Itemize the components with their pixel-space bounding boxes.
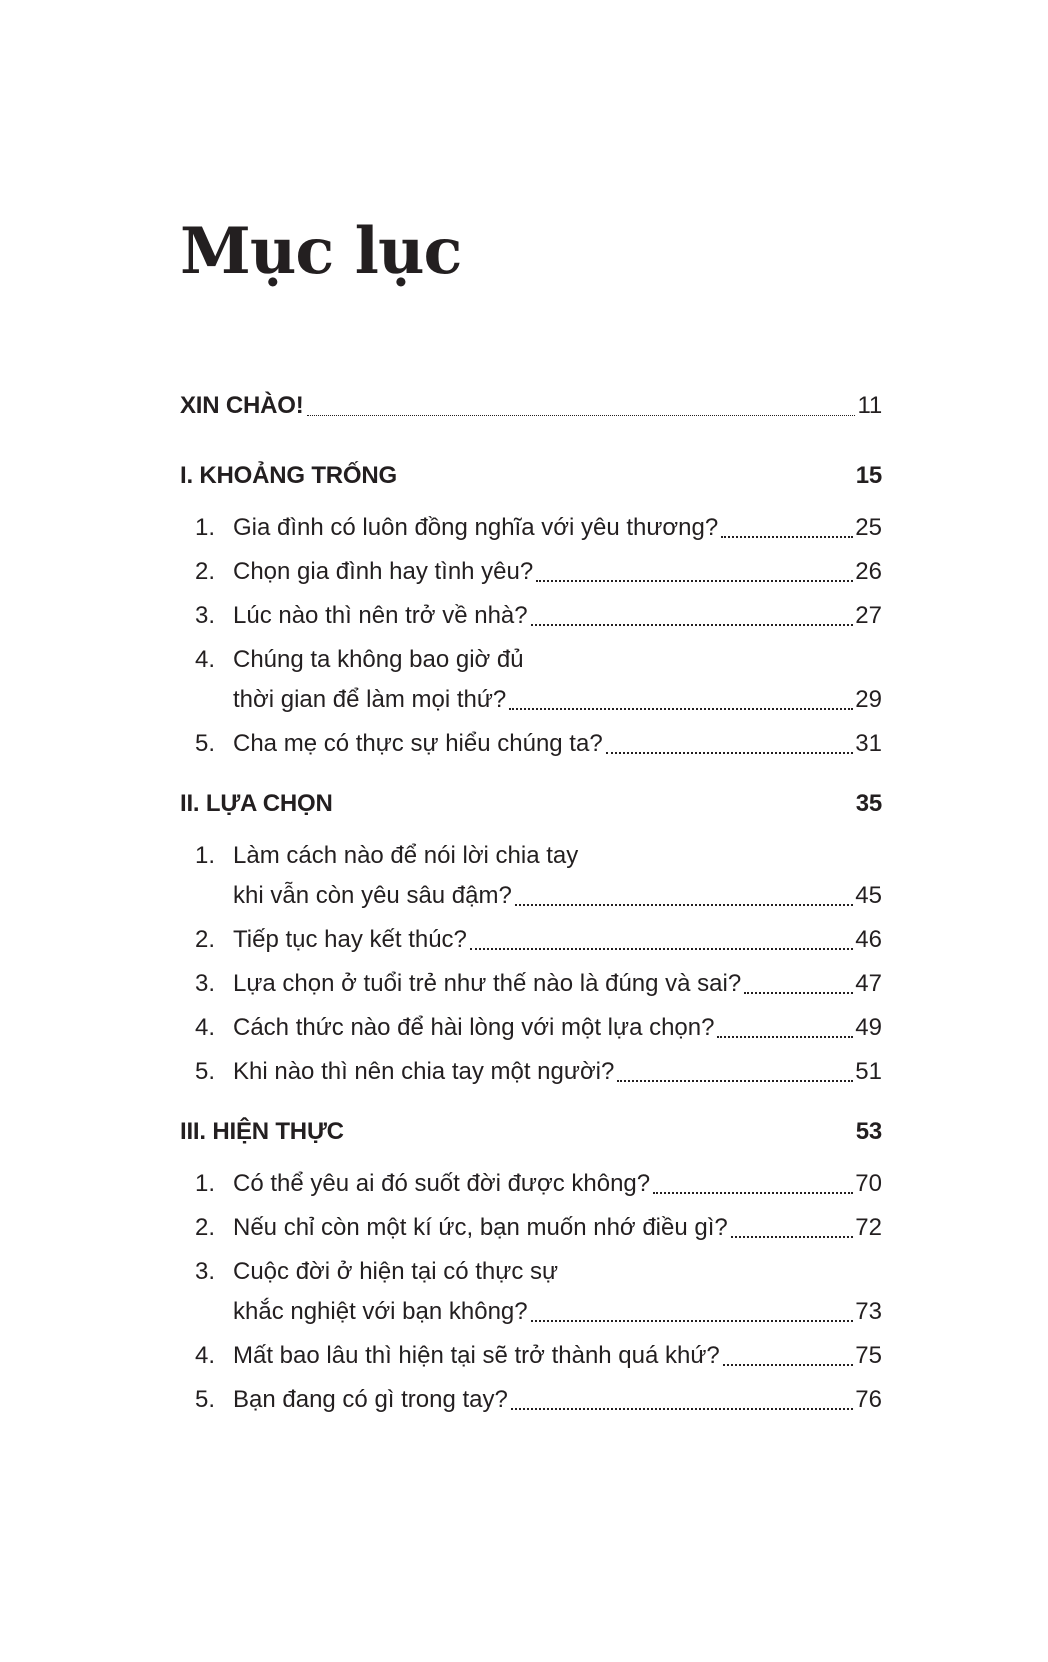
item-title: Nếu chỉ còn một kí ức, bạn muốn nhớ điều gì?: [233, 1214, 728, 1241]
item-title: Mất bao lâu thì hiện tại sẽ trở thành quá khứ?: [233, 1342, 720, 1369]
item-number: 4.: [195, 646, 216, 673]
item-title-cont: thời gian để làm mọi thứ?: [233, 686, 507, 713]
toc-item-continuation[interactable]: [180, 874, 882, 918]
section-page: 53: [855, 1118, 882, 1145]
toc-intro-entry[interactable]: [180, 384, 882, 428]
page-title: Mục lục: [180, 214, 462, 289]
toc-item[interactable]: [180, 834, 882, 878]
toc-item-continuation[interactable]: [180, 1290, 882, 1334]
item-page: 26: [855, 558, 882, 585]
item-number: 5.: [195, 1058, 216, 1085]
item-title: Cha mẹ có thực sự hiểu chúng ta?: [233, 730, 603, 757]
dot-leader: [509, 708, 853, 710]
item-title: Chúng ta không bao giờ đủ: [233, 646, 524, 673]
toc-item[interactable]: [180, 1250, 882, 1294]
item-number: 3.: [195, 970, 216, 997]
dot-leader: [307, 415, 856, 416]
item-page: 49: [855, 1014, 882, 1041]
table-of-contents: [180, 384, 882, 1422]
dot-leader: [744, 992, 853, 994]
section-title: I. KHOẢNG TRỐNG: [180, 462, 397, 489]
toc-item[interactable]: [180, 1334, 882, 1378]
dot-leader: [653, 1192, 853, 1194]
item-title: Gia đình có luôn đồng nghĩa với yêu thương?: [233, 514, 719, 541]
toc-item[interactable]: [180, 594, 882, 638]
toc-item[interactable]: [180, 1050, 882, 1094]
item-title: Có thể yêu ai đó suốt đời được không?: [233, 1170, 651, 1197]
toc-item[interactable]: [180, 1206, 882, 1250]
toc-item[interactable]: [180, 506, 882, 550]
dot-leader: [511, 1408, 853, 1410]
toc-item[interactable]: [180, 918, 882, 962]
item-page: 73: [855, 1298, 882, 1325]
item-title: Bạn đang có gì trong tay?: [233, 1386, 508, 1413]
toc-item[interactable]: [180, 962, 882, 1006]
item-number: 1.: [195, 514, 216, 541]
item-number: 2.: [195, 1214, 216, 1241]
item-page: 31: [855, 730, 882, 757]
item-page: 70: [855, 1170, 882, 1197]
dot-leader: [723, 1364, 854, 1366]
toc-intro-label: XIN CHÀO!: [180, 392, 304, 419]
item-title: Lúc nào thì nên trở về nhà?: [233, 602, 528, 629]
toc-item[interactable]: [180, 550, 882, 594]
item-title: Chọn gia đình hay tình yêu?: [233, 558, 534, 585]
toc-item[interactable]: [180, 638, 882, 682]
dot-leader: [536, 580, 853, 582]
item-page: 51: [855, 1058, 882, 1085]
item-title: Tiếp tục hay kết thúc?: [233, 926, 467, 953]
toc-item[interactable]: [180, 722, 882, 766]
dot-leader: [531, 624, 854, 626]
section-heading[interactable]: [180, 1110, 882, 1154]
item-page: 46: [855, 926, 882, 953]
item-page: 76: [855, 1386, 882, 1413]
item-page: 72: [855, 1214, 882, 1241]
section-page: 35: [855, 790, 882, 817]
item-page: 45: [855, 882, 882, 909]
item-number: 5.: [195, 1386, 216, 1413]
section-title: III. HIỆN THỰC: [180, 1118, 344, 1145]
item-number: 3.: [195, 1258, 216, 1285]
item-number: 4.: [195, 1342, 216, 1369]
dot-leader: [531, 1320, 854, 1322]
item-title-cont: khắc nghiệt với bạn không?: [233, 1298, 528, 1325]
dot-leader: [717, 1036, 853, 1038]
item-title: Khi nào thì nên chia tay một người?: [233, 1058, 615, 1085]
section-heading[interactable]: [180, 782, 882, 826]
section-title: II. LỰA CHỌN: [180, 790, 333, 817]
toc-intro-page: 11: [857, 392, 882, 419]
item-number: 1.: [195, 1170, 216, 1197]
item-title: Cuộc đời ở hiện tại có thực sự: [233, 1258, 559, 1285]
item-page: 27: [855, 602, 882, 629]
dot-leader: [470, 948, 853, 950]
item-number: 2.: [195, 558, 216, 585]
toc-item-continuation[interactable]: [180, 678, 882, 722]
toc-item[interactable]: [180, 1378, 882, 1422]
item-number: 1.: [195, 842, 216, 869]
item-page: 25: [855, 514, 882, 541]
item-number: 3.: [195, 602, 216, 629]
toc-item[interactable]: [180, 1006, 882, 1050]
dot-leader: [617, 1080, 853, 1082]
item-title: Làm cách nào để nói lời chia tay: [233, 842, 579, 869]
section-page: 15: [855, 462, 882, 489]
item-number: 2.: [195, 926, 216, 953]
toc-item[interactable]: [180, 1162, 882, 1206]
dot-leader: [721, 536, 853, 538]
item-page: 29: [855, 686, 882, 713]
item-title: Lựa chọn ở tuổi trẻ như thế nào là đúng và sai?: [233, 970, 742, 997]
item-title-cont: khi vẫn còn yêu sâu đậm?: [233, 882, 512, 909]
item-title: Cách thức nào để hài lòng với một lựa chọn?: [233, 1014, 715, 1041]
section-heading[interactable]: [180, 454, 882, 498]
item-number: 4.: [195, 1014, 216, 1041]
dot-leader: [606, 752, 854, 754]
item-page: 75: [855, 1342, 882, 1369]
item-page: 47: [855, 970, 882, 997]
dot-leader: [731, 1236, 854, 1238]
item-number: 5.: [195, 730, 216, 757]
dot-leader: [515, 904, 853, 906]
